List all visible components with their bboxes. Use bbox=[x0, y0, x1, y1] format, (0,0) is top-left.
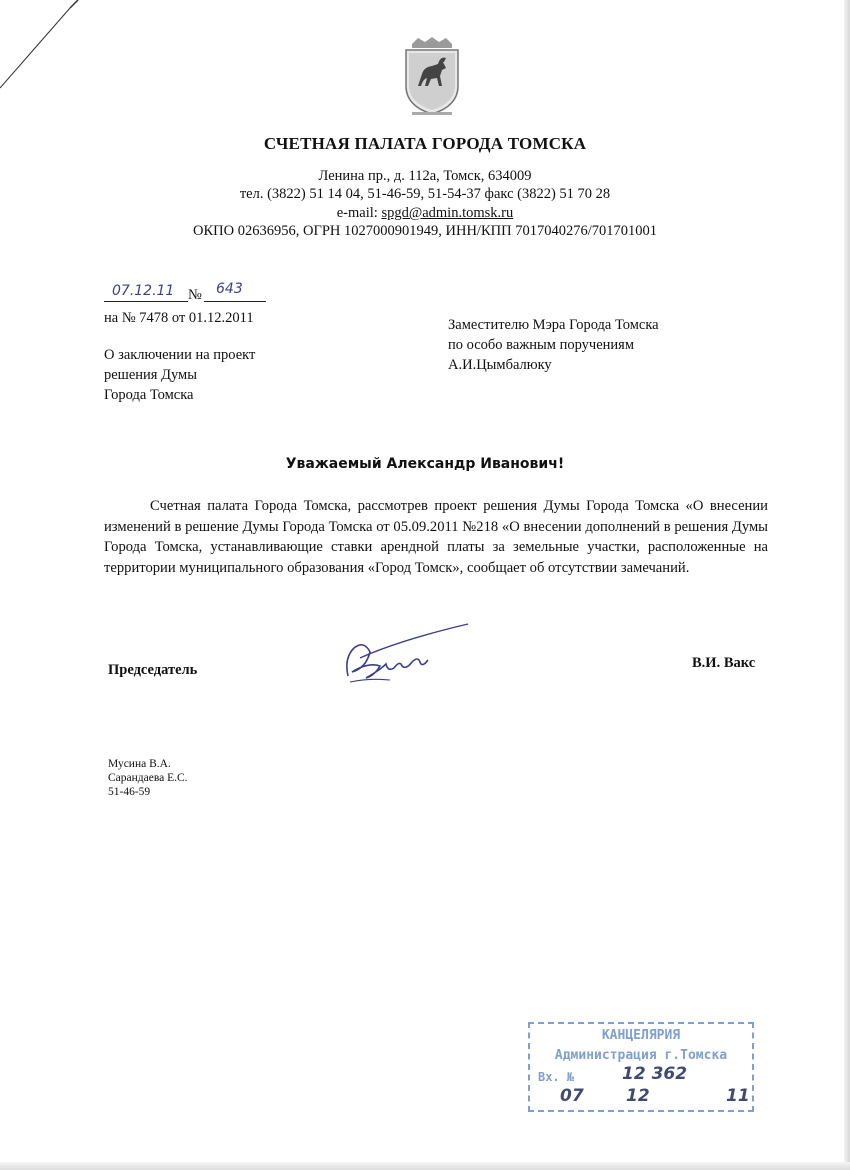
org-email-line bbox=[0, 205, 850, 222]
letter-body: Счетная палата Города Томска, рассмотрев проект решения Думы Города Томска «О внесении изменений в решение Думы Города Томска от 05.09.2011 №218 «О внесении дополнений в решения Думы Города Томска, устанавливающие ставки арендной платы за земельные участки, расположенные на территории муниципального образования «Город Томск», сообщает об отсутствии замечаний. bbox=[104, 498, 768, 576]
org-title: СЧЕТНАЯ ПАЛАТА ГОРОДА ТОМСКА bbox=[263, 134, 587, 153]
handwritten-signature bbox=[340, 618, 475, 690]
signer-name: В.И. Вакс bbox=[692, 655, 756, 671]
number-underline bbox=[204, 301, 266, 302]
stamp-line-2: Администрация г.Томска bbox=[554, 1048, 728, 1063]
stamp-year: 11 bbox=[726, 1086, 750, 1106]
addressee-line: Заместителю Мэра Города Томска bbox=[448, 317, 659, 333]
subject-line: О заключении на проект bbox=[104, 347, 256, 363]
addressee-line: по особо важным поручениям bbox=[448, 337, 635, 353]
salutation: Уважаемый Александр Иванович! bbox=[285, 456, 565, 472]
registration-stamp bbox=[528, 1022, 754, 1112]
outgoing-date: 07.12.11 bbox=[112, 283, 175, 299]
signer-position: Председатель bbox=[108, 662, 198, 678]
stamp-day: 07 bbox=[560, 1086, 584, 1106]
scan-edge-bottom bbox=[0, 1162, 850, 1170]
stamp-month: 12 bbox=[626, 1086, 650, 1106]
tomsk-coat-of-arms-icon bbox=[398, 34, 466, 118]
stamp-number: 12 362 bbox=[622, 1064, 688, 1084]
email-link[interactable]: spgd@admin.tomsk.ru bbox=[381, 205, 514, 221]
outgoing-number: 643 bbox=[216, 281, 243, 297]
reply-reference: на № 7478 от 01.12.2011 bbox=[104, 310, 254, 326]
addressee-line: А.И.Цымбалюку bbox=[448, 357, 552, 373]
subject-block bbox=[104, 345, 255, 405]
org-codes: ОКПО 02636956, ОГРН 1027000901949, ИНН/КПП 7017040276/701701001 bbox=[193, 223, 657, 239]
stamp-line-1: КАНЦЕЛЯРИЯ bbox=[601, 1028, 681, 1043]
org-address: Ленина пр., д. 112а, Томск, 634009 bbox=[318, 168, 532, 184]
executors-block bbox=[108, 757, 188, 799]
executor-line: Сарандаева Е.С. bbox=[108, 772, 188, 784]
number-label: № bbox=[188, 287, 202, 303]
stamp-number-label: Вх. № bbox=[538, 1070, 575, 1084]
email-label: e-mail: bbox=[336, 205, 382, 221]
date-underline bbox=[104, 301, 188, 302]
addressee-block bbox=[448, 315, 659, 375]
subject-line: решения Думы bbox=[104, 367, 197, 383]
org-phones: тел. (3822) 51 14 04, 51-46-59, 51-54-37 факс (3822) 51 70 28 bbox=[239, 186, 611, 202]
subject-line: Города Томска bbox=[104, 387, 194, 403]
executor-line: Мусина В.А. bbox=[108, 758, 171, 770]
executor-line: 51-46-59 bbox=[108, 786, 151, 798]
scan-fold-mark bbox=[0, 0, 120, 90]
